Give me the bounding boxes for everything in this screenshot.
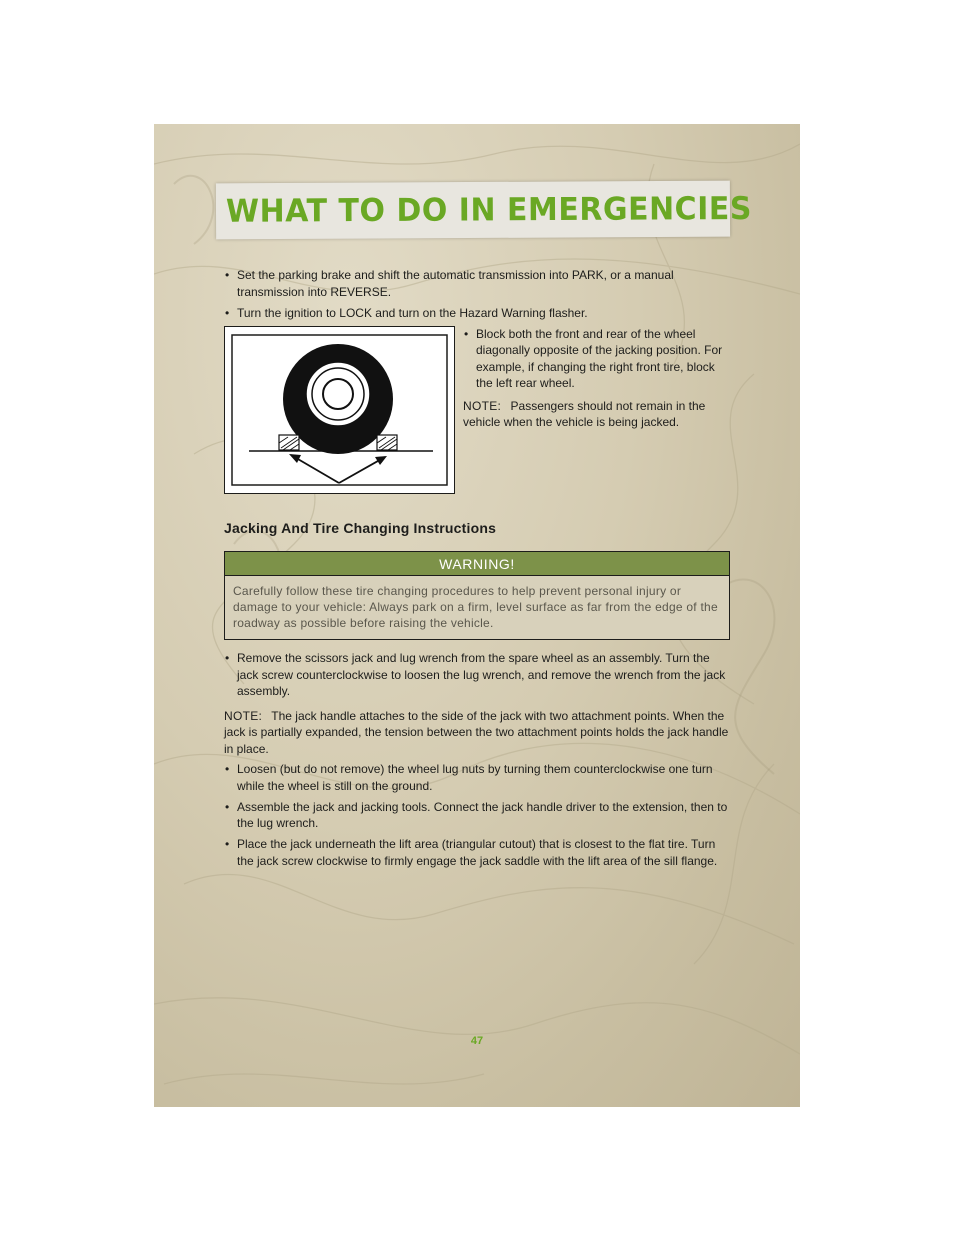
passenger-note <box>463 398 725 431</box>
list-item: • Set the parking brake and shift the automatic transmission into PARK, or a manual transmission into REVERSE. <box>224 267 730 300</box>
note-text: The jack handle attaches to the side of the jack with two attachment points. When the jack is partially expanded, the tension between the two attachment points holds the jack handle in place. <box>224 708 729 756</box>
list-item: • Turn the ignition to LOCK and turn on the Hazard Warning flasher. <box>224 305 730 322</box>
warning-box <box>224 551 730 640</box>
jacking-steps-bullet-list <box>224 761 730 869</box>
list-item: • Assemble the jack and jacking tools. Connect the jack handle driver to the extension, then to the lug wrench. <box>224 799 730 832</box>
jack-handle-note <box>224 708 730 758</box>
page-number: 47 <box>470 1035 484 1047</box>
jack-removal-bullet-list <box>224 650 730 700</box>
warning-header: WARNING! <box>225 552 729 576</box>
wheel-chock-illustration <box>224 326 455 494</box>
list-item: • Place the jack underneath the lift area (triangular cutout) that is closest to the flat tire. Turn the jack screw clockwise to firmly engage the jack saddle with the lift area of the sill flange. <box>224 836 730 869</box>
main-content <box>224 267 730 874</box>
note-label: NOTE: <box>463 398 502 413</box>
page-title: WHAT TO DO IN EMERGENCIES <box>225 190 753 231</box>
warning-body: Carefully follow these tire changing procedures to help prevent personal injury or damage to your vehicle: Always park on a firm, level surface as far from the edge of the roadway as possible before raising the vehicle. <box>233 584 718 630</box>
manual-page <box>154 124 800 1107</box>
note-label: NOTE: <box>224 708 263 723</box>
wheel-chock-diagram <box>225 327 454 493</box>
intro-bullet-list <box>224 267 730 321</box>
section-heading: Jacking And Tire Changing Instructions <box>224 519 497 536</box>
list-item: • Loosen (but do not remove) the wheel lug nuts by turning them counterclockwise one turn while the wheel is still on the ground. <box>224 761 730 794</box>
note-text: Passengers should not remain in the vehicle when the vehicle is being jacked. <box>463 398 706 429</box>
figure-caption-text <box>463 326 725 494</box>
list-item: • Remove the scissors jack and lug wrench from the spare wheel as an assembly. Turn the jack screw counterclockwise to loosen the lug wrench, and remove the wrench from the jack assembly. <box>224 650 730 700</box>
list-item: • Block both the front and rear of the wheel diagonally opposite of the jacking position. For example, if changing the right front tire, block the left rear wheel. <box>463 326 725 392</box>
figure-bullet-list <box>463 326 725 392</box>
figure-row <box>224 326 730 494</box>
title-banner <box>216 181 753 240</box>
